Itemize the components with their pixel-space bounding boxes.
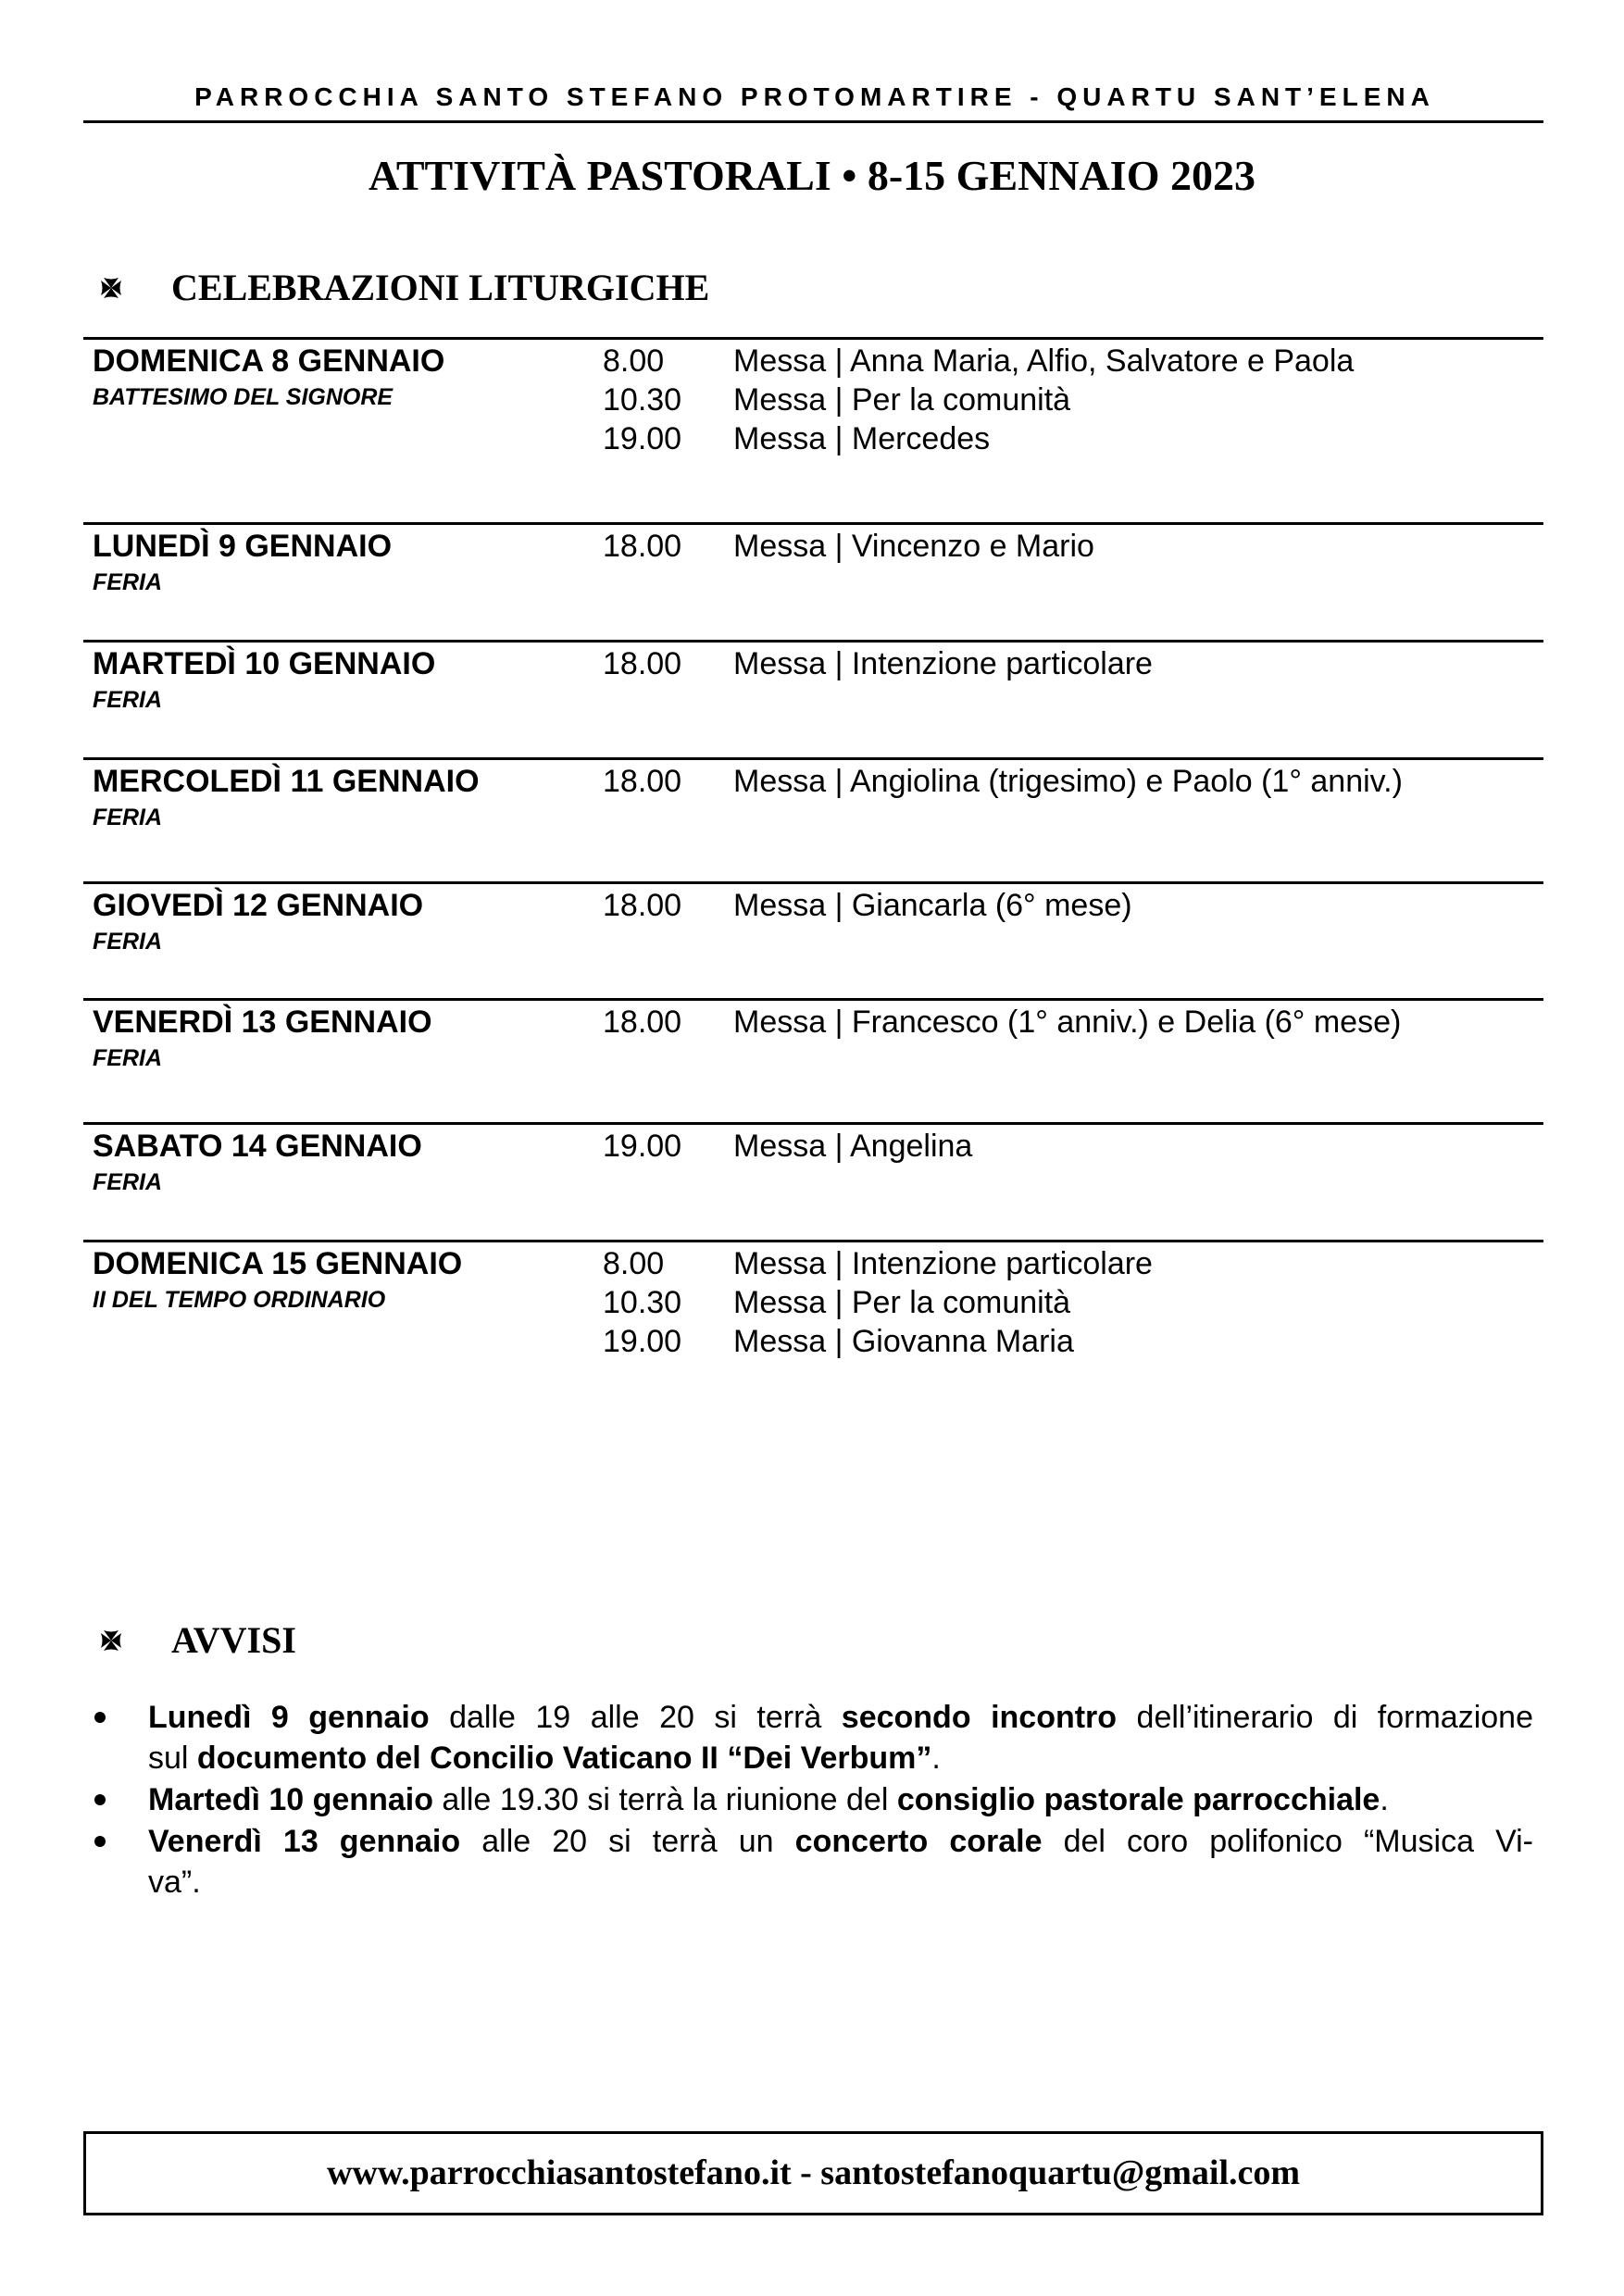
day-row [83,881,1543,998]
day-cell [93,527,603,640]
avviso-line [148,1697,1533,1738]
mass-intention: Messa | Vincenzo e Mario [733,529,1094,564]
emphasis-text: documento del Concilio Vaticano II “Dei Verbum” [196,1741,932,1776]
celebrations-heading [100,266,1211,310]
bullet-icon [94,1712,106,1723]
day-cell [93,342,603,522]
mass-entry [603,762,1543,801]
list-item [93,1697,1533,1778]
mass-entry [603,1003,1543,1042]
mass-list [603,886,1543,998]
day-cell [93,1244,603,1369]
body-text: del coro polifonico “Musica Vi- [1042,1824,1534,1859]
emphasis-text: consiglio pastorale parrocchiale [896,1782,1380,1817]
day-row [83,1240,1543,1369]
mass-entry [603,342,1543,381]
day-subtitle: BATTESIMO DEL SIGNORE [93,384,394,410]
mass-entry [603,1283,1543,1322]
day-row [83,998,1543,1122]
mass-entry [603,644,1543,683]
mass-time: 19.00 [603,421,682,456]
mass-intention: Messa | Angiolina (trigesimo) e Paolo (1° anniv.) [733,764,1403,799]
mass-intention: Messa | Anna Maria, Alfio, Salvatore e Paola [733,343,1355,379]
emphasis-text: concerto corale [794,1824,1043,1859]
day-row [83,337,1543,522]
mass-time: 10.30 [603,1285,682,1320]
day-subtitle: FERIA [93,929,162,955]
avvisi-heading [100,1618,1211,1663]
mass-intention: Messa | Angelina [733,1129,973,1164]
day-name: VENERDÌ 13 GENNAIO [93,1004,432,1040]
mass-intention: Messa | Intenzione particolare [733,646,1153,681]
footer-contact: www.parrocchiasantostefano.it - santostefanoquartu@gmail.com [326,2153,1301,2192]
mass-intention: Messa | Giovanna Maria [733,1324,1074,1359]
mass-intention: Messa | Intenzione particolare [733,1246,1153,1281]
mass-time: 18.00 [603,888,682,923]
body-text: alle 19.30 si terrà la riunione del [432,1782,897,1817]
mass-list [603,342,1543,522]
avviso-line [148,1738,1533,1778]
mass-entry [603,886,1543,925]
mass-entry [603,1244,1543,1283]
mass-intention: Messa | Francesco (1° anniv.) e Delia (6° mese) [733,1004,1402,1040]
body-text: . [931,1741,941,1776]
mass-time: 8.00 [603,343,665,379]
bullet-icon [94,1836,106,1847]
day-name: SABATO 14 GENNAIO [93,1129,422,1164]
day-row [83,757,1543,881]
mass-list [603,762,1543,881]
day-cell [93,1003,603,1122]
day-subtitle: FERIA [93,1169,162,1195]
mass-time: 18.00 [603,529,682,564]
mass-intention: Messa | Giancarla (6° mese) [733,888,1132,923]
mass-entry [603,381,1543,419]
mass-entry [603,1322,1543,1361]
emphasis-text: Lunedì 9 gennaio [148,1700,430,1735]
mass-entry [603,419,1543,458]
mass-time: 19.00 [603,1129,682,1164]
mass-list [603,527,1543,640]
mass-list [603,1003,1543,1122]
avvisi-list [93,1697,1533,1903]
day-subtitle: FERIA [93,569,162,595]
avviso-line [148,1779,1533,1820]
mass-intention: Messa | Per la comunità [733,1285,1071,1320]
footer-contact-box [83,2131,1543,2215]
mass-time: 8.00 [603,1246,665,1281]
mass-time: 18.00 [603,1004,682,1040]
mass-list [603,1127,1543,1240]
mass-entry [603,527,1543,566]
day-name: LUNEDÌ 9 GENNAIO [93,529,393,564]
body-text: sul [148,1741,197,1776]
day-row [83,522,1543,640]
avvisi-heading-label: AVVISI [171,1619,296,1661]
avviso-line [148,1821,1533,1862]
emphasis-text: Martedì 10 gennaio [148,1782,433,1817]
mass-time: 18.00 [603,764,682,799]
body-text: . [1380,1782,1389,1817]
day-row [83,640,1543,757]
body-text: dell’itinerario di formazione [1117,1700,1533,1735]
day-subtitle: FERIA [93,805,162,830]
day-name: DOMENICA 8 GENNAIO [93,343,445,379]
celebrations-table [83,337,1543,1369]
day-subtitle: FERIA [93,1045,162,1071]
mass-intention: Messa | Mercedes [733,421,991,456]
page-title: ATTIVITÀ PASTORALI • 8-15 GENNAIO 2023 [369,152,1255,199]
day-subtitle: II DEL TEMPO ORDINARIO [93,1287,386,1313]
day-name: GIOVEDÌ 12 GENNAIO [93,888,424,923]
body-text: dalle 19 alle 20 si terrà [429,1700,842,1735]
day-name: DOMENICA 15 GENNAIO [93,1246,463,1281]
mass-entry [603,1127,1543,1166]
day-cell [93,1127,603,1240]
day-cell [93,762,603,881]
mass-time: 19.00 [603,1324,682,1359]
emphasis-text: secondo incontro [841,1700,1118,1735]
day-subtitle: FERIA [93,687,162,713]
mass-time: 18.00 [603,646,682,681]
mass-list [603,644,1543,757]
mass-list [603,1244,1543,1369]
body-text: va”. [148,1865,201,1900]
day-cell [93,886,603,998]
day-cell [93,644,603,757]
list-item [93,1821,1533,1903]
parish-header: PARROCCHIA SANTO STEFANO PROTOMARTIRE - QUARTU SANT’ELENA [194,82,1435,111]
day-name: MARTEDÌ 10 GENNAIO [93,646,436,681]
mass-time: 10.30 [603,382,682,418]
bullet-icon [94,1794,106,1805]
emphasis-text: Venerdì 13 gennaio [148,1824,461,1859]
celebrations-heading-label: CELEBRAZIONI LITURGICHE [171,267,710,308]
header-divider [83,120,1543,123]
cross-icon [100,1629,122,1652]
mass-intention: Messa | Per la comunità [733,382,1071,418]
avviso-line [148,1862,1533,1903]
day-name: MERCOLEDÌ 11 GENNAIO [93,764,480,799]
list-item [93,1779,1533,1820]
body-text: alle 20 si terrà un [460,1824,795,1859]
cross-icon [100,277,122,299]
day-row [83,1122,1543,1240]
